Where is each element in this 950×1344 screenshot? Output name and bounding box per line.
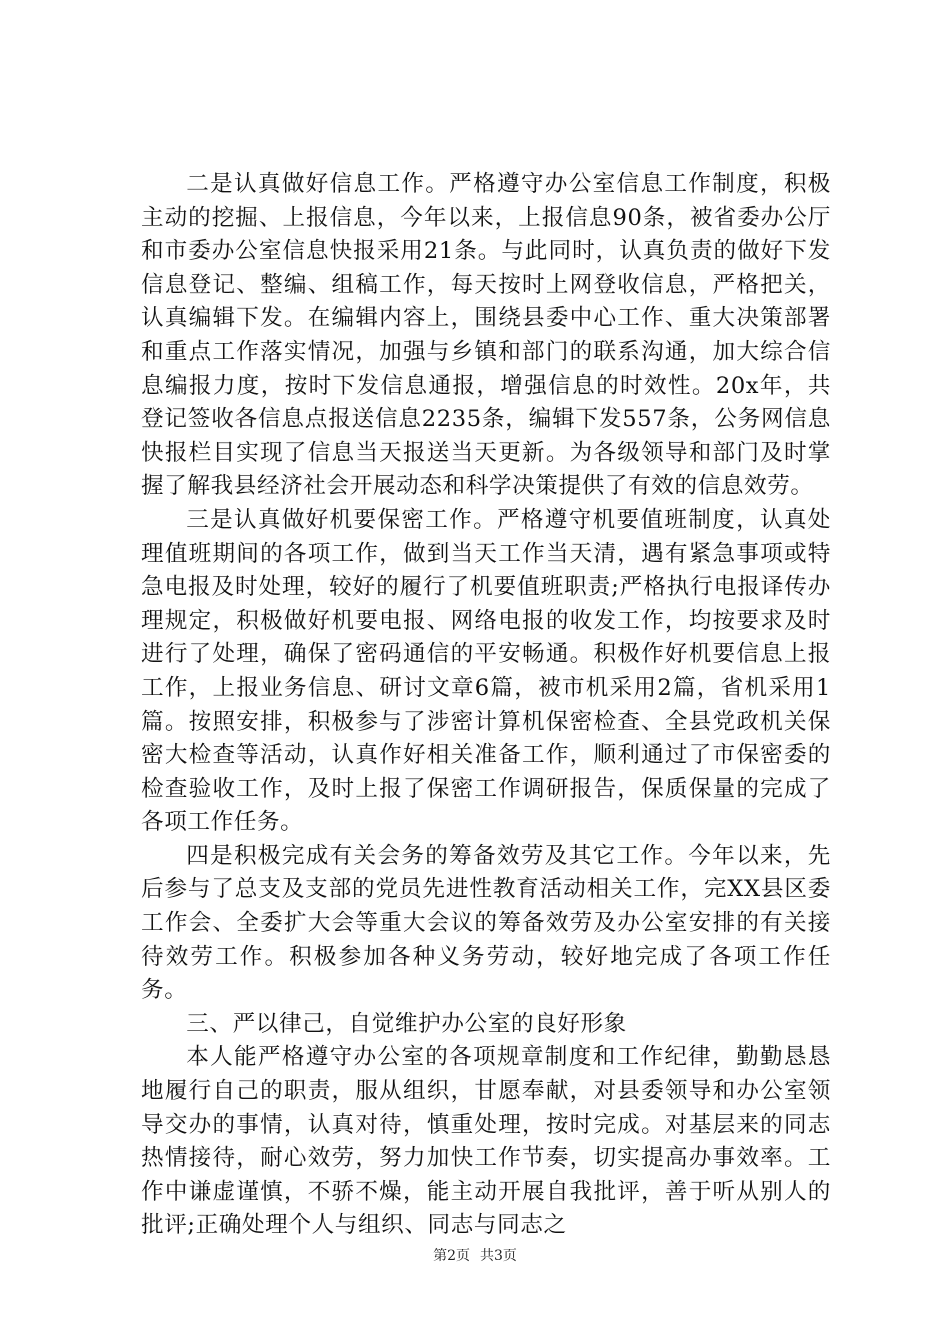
page-number: 第2页 (433, 1248, 470, 1264)
page-total: 共3页 (480, 1248, 517, 1264)
section-heading-self-discipline: 三、严以律己，自觉维护办公室的良好形象 (186, 1010, 627, 1037)
document-body (141, 168, 831, 1243)
paragraph-info-work: 二是认真做好信息工作。严格遵守办公室信息工作制度，积极主动的挖掘、上报信息，今年以来，上报信息90条，被省委办公厅和市委办公室信息快报采用21条。与此同时，认真负责的做好下发信息登记、整编、组稿工作，每天按时上网登收信息，严格把关，认真编辑下发。在编辑内容上，围绕县委中心工作、重大决策部署和重点工作落实情况，加强与乡镇和部门的联系沟通，加大综合信息编报力度，按时下发信息通报，增强信息的时效性。20x年，共登记签收各信息点报送信息2235条，编辑下发557条，公务网信息快报栏目实现了信息当天报送当天更新。为各级领导和部门及时掌握了解我县经济社会开展动态和科学决策提供了有效的信息效劳。 (141, 171, 831, 500)
paragraph-confidential-work: 三是认真做好机要保密工作。严格遵守机要值班制度，认真处理值班期间的各项工作，做到当天工作当天清，遇有紧急事项或特急电报及时处理，较好的履行了机要值班职责;严格执行电报译传办理规定，积极做好机要电报、网络电报的收发工作，均按要求及时进行了处理，确保了密码通信的平安畅通。积极作好机要信息上报工作，上报业务信息、研讨文章6篇，被市机采用2篇，省机采用1篇。按照安排，积极参与了涉密计算机保密检查、全县党政机关保密大检查等活动，认真作好相关准备工作，顺利通过了市保密委的检查验收工作，及时上报了保密工作调研报告，保质保量的完成了各项工作任务。 (141, 506, 831, 836)
paragraph-self-discipline: 本人能严格遵守办公室的各项规章制度和工作纪律，勤勤恳恳地履行自己的职责，服从组织，甘愿奉献，对县委领导和办公室领导交办的事情，认真对待，慎重处理，按时完成。对基层来的同志热情接待，耐心效劳，努力加快工作节奏，切实提高办事效率。工作中谦虚谨慎，不骄不燥，能主动开展自我批评，善于听从别人的批评;正确处理个人与组织、同志与同志之 (141, 1044, 831, 1239)
page-footer (0, 1246, 950, 1266)
paragraph-meeting-services: 四是积极完成有关会务的筹备效劳及其它工作。今年以来，先后参与了总支及支部的党员先进性教育活动相关工作，完XX县区委工作会、全委扩大会等重大会议的筹备效劳及办公室安排的有关接待效劳工作。积极参加各种义务劳动，较好地完成了各项工作任务。 (141, 842, 831, 1004)
